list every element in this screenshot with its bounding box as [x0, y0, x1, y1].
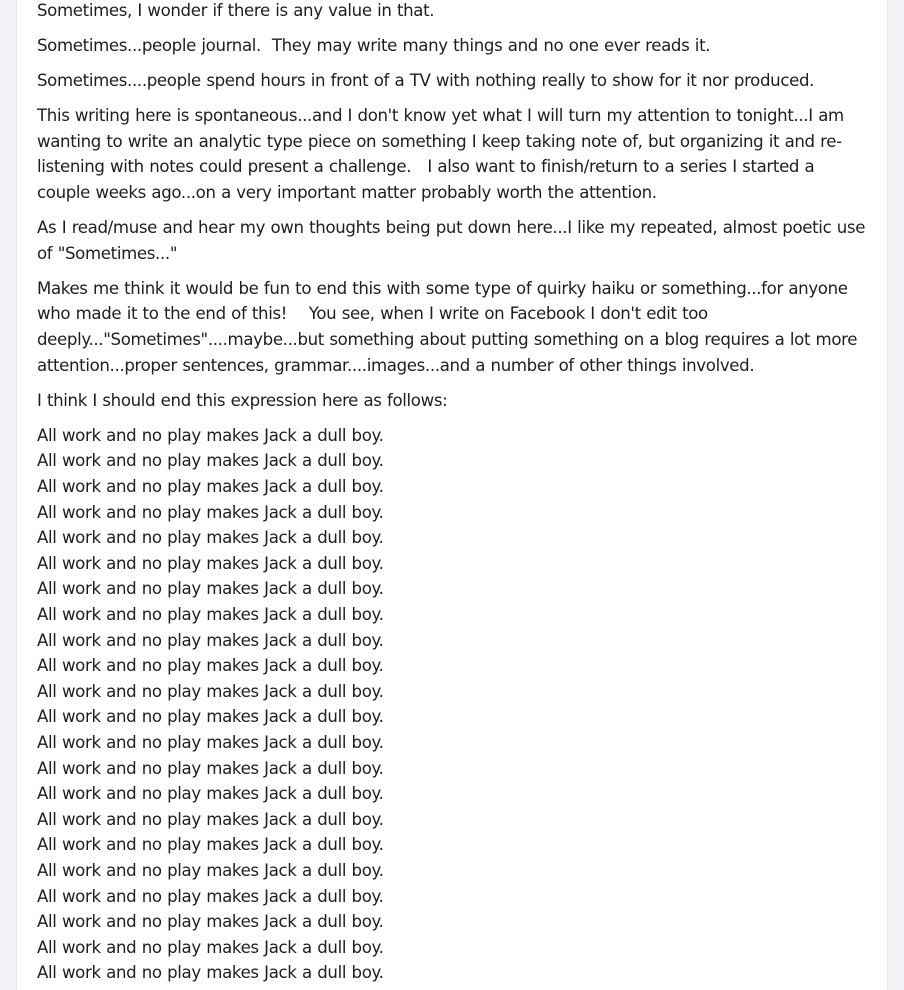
repeated-line: All work and no play makes Jack a dull boy.: [37, 912, 384, 932]
repeated-line: All work and no play makes Jack a dull boy.: [37, 528, 384, 548]
repeated-line: All work and no play makes Jack a dull boy.: [37, 937, 384, 957]
repeated-line: All work and no play makes Jack a dull boy.: [37, 886, 384, 906]
repeated-line: All work and no play makes Jack a dull boy.: [37, 425, 384, 445]
post-paragraph: Makes me think it would be fun to end this with some type of quirky haiku or something...for anyone who made it to the end of this! You see, when I write on Facebook I don't edit too deeply..."Sometimes"....maybe...but something about putting something on a blog requires a lot more attention...proper sentences, grammar....images...and a number of other things involved.: [37, 278, 863, 375]
post-body: [37, 0, 871, 986]
repeated-line: All work and no play makes Jack a dull boy.: [37, 553, 384, 573]
repeated-line: All work and no play makes Jack a dull boy.: [37, 502, 384, 522]
repeated-line: All work and no play makes Jack a dull boy.: [37, 681, 384, 701]
repeated-lines-block: [37, 423, 867, 986]
repeated-line: All work and no play makes Jack a dull boy.: [37, 835, 384, 855]
repeated-line: All work and no play makes Jack a dull boy.: [37, 451, 384, 471]
post-paragraph: I think I should end this expression here as follows:: [37, 390, 448, 410]
repeated-line: All work and no play makes Jack a dull boy.: [37, 477, 384, 496]
repeated-line: All work and no play makes Jack a dull boy.: [37, 860, 384, 880]
repeated-line: All work and no play makes Jack a dull boy.: [37, 579, 384, 599]
post-paragraph: This writing here is spontaneous...and I don't know yet what I will turn my attention to tonight...I am wanting to write an analytic type piece on something I keep taking note of, but organizing it and re-listening with notes could present a challenge. I also want to finish/return to a series I started a couple weeks ago...on a very important matter probably worth the attention.: [37, 106, 850, 203]
repeated-line: All work and no play makes Jack a dull boy.: [37, 707, 384, 727]
post-paragraph: Sometimes...people journal. They may write many things and no one ever reads it.: [37, 36, 711, 56]
repeated-line: All work and no play makes Jack a dull boy.: [37, 809, 384, 829]
post-paragraph: Sometimes, I wonder if there is any value in that.: [37, 1, 435, 20]
repeated-line: All work and no play makes Jack a dull boy.: [37, 732, 384, 752]
repeated-line: All work and no play makes Jack a dull boy.: [37, 630, 384, 650]
post-paragraph: As I read/muse and hear my own thoughts being put down here...I like my repeated, almost poetic use of "Sometimes...": [37, 218, 871, 263]
repeated-line: All work and no play makes Jack a dull boy.: [37, 784, 384, 804]
repeated-line: All work and no play makes Jack a dull boy.: [37, 656, 384, 676]
repeated-line: All work and no play makes Jack a dull boy.: [37, 604, 384, 624]
post-card: [16, 0, 888, 990]
repeated-line: All work and no play makes Jack a dull boy.: [37, 963, 384, 983]
post-paragraph: Sometimes....people spend hours in front of a TV with nothing really to show for it nor produced.: [37, 71, 815, 91]
repeated-line: All work and no play makes Jack a dull boy.: [37, 758, 384, 778]
